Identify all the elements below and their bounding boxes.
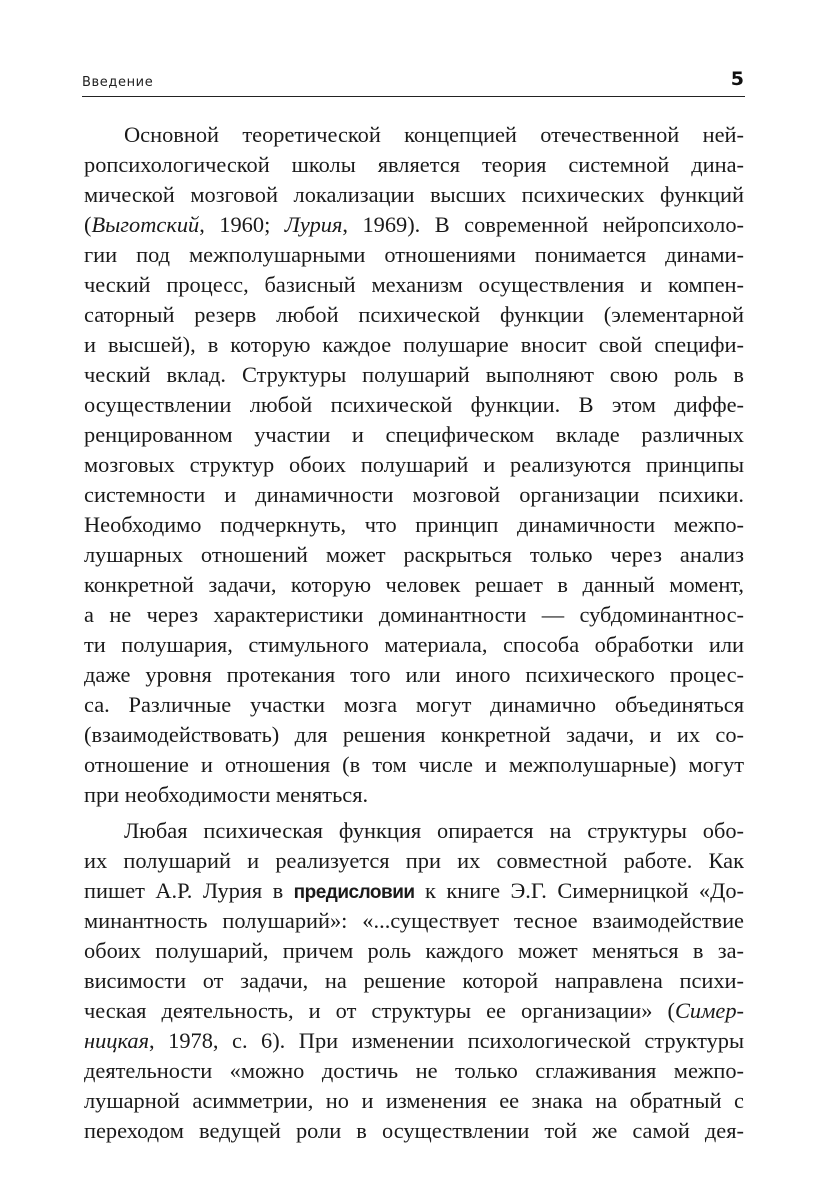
text-line: (взаимодействовать) для решения конкретной задачи, и их со- bbox=[84, 722, 744, 747]
text-line: и высшей), в которую каждое полушарие вносит свой специфи- bbox=[84, 332, 744, 357]
text-line: гии под межполушарными отношениями понимается динами- bbox=[84, 242, 744, 267]
text-line: ческий процесс, базисный механизм осуществления и компен- bbox=[84, 272, 744, 297]
citation-author: Лурия bbox=[284, 212, 343, 237]
text-run: , 1969). В современной нейропсихоло- bbox=[342, 212, 744, 237]
text-line bbox=[84, 1026, 744, 1056]
text-line bbox=[84, 996, 744, 1026]
text-line: Необходимо подчеркнуть, что принцип динамичности межпо- bbox=[84, 512, 744, 537]
text-line: саторный резерв любой психической функции (элементарной bbox=[84, 302, 744, 327]
section-title: Введение bbox=[82, 75, 154, 90]
text-line: обоих полушарий, причем роль каждого может меняться в за- bbox=[84, 938, 744, 963]
text-run: , 1978, с. 6). При изменении психологической структуры bbox=[149, 1028, 744, 1053]
text-run: ( bbox=[84, 212, 92, 237]
body-text bbox=[84, 120, 744, 1146]
text-line: ти полушария, стимульного материала, способа обработки или bbox=[84, 632, 744, 657]
text-line: мической мозговой локализации высших психических функций bbox=[84, 182, 744, 207]
text-line: деятельности «можно достичь не только сглаживания межпо- bbox=[84, 1058, 744, 1083]
text-line: ренцированном участии и специфическом вкладе различных bbox=[84, 422, 744, 447]
text-line: а не через характеристики доминантности — субдоминантнос- bbox=[84, 602, 744, 627]
text-line: са. Различные участки мозга могут динамично объединяться bbox=[84, 692, 744, 717]
text-line bbox=[84, 876, 744, 906]
text-line: их полушарий и реализуется при их совместной работе. Как bbox=[84, 848, 744, 873]
citation-author: Симер- bbox=[674, 998, 744, 1023]
text-line: ропсихологической школы является теория системной дина- bbox=[84, 152, 744, 177]
text-line: минантность полушарий»: «...существует тесное взаимодействие bbox=[84, 908, 744, 933]
text-run: к книге Э.Г. Симерницкой «До- bbox=[414, 878, 744, 903]
text-line: отношение и отношения (в том числе и межполушарные) могут bbox=[84, 752, 744, 777]
text-line: висимости от задачи, на решение которой направлена психи- bbox=[84, 968, 744, 993]
text-line: осуществлении любой психической функции. В этом диффе- bbox=[84, 392, 744, 417]
text-line: мозговых структур обоих полушарий и реализуются принципы bbox=[84, 452, 744, 477]
text-line: ческий вклад. Структуры полушарий выполняют свою роль в bbox=[84, 362, 744, 387]
text-line: лушарных отношений может раскрыться только через анализ bbox=[84, 542, 744, 567]
text-run: , 1960; bbox=[199, 212, 285, 237]
text-run: пишет А.Р. Лурия в bbox=[84, 878, 294, 903]
text-line: Основной теоретической концепцией отечественной ней- bbox=[124, 122, 744, 147]
text-line: даже уровня протекания того или иного психического процес- bbox=[84, 662, 744, 687]
text-line: системности и динамичности мозговой организации психики. bbox=[84, 482, 744, 507]
text-line: переходом ведущей роли в осуществлении той же самой дея- bbox=[84, 1118, 744, 1143]
text-line bbox=[84, 210, 744, 240]
text-run: ческая деятельность, и от структуры ее организации» ( bbox=[84, 998, 675, 1023]
text-line: при необходимости меняться. bbox=[84, 782, 369, 807]
citation-author: Выготский bbox=[91, 212, 200, 237]
emphasis-bold: предисловии bbox=[293, 882, 415, 903]
page-number: 5 bbox=[730, 68, 744, 90]
text-line: конкретной задачи, которую человек решает в данный момент, bbox=[84, 572, 744, 597]
citation-author: ницкая bbox=[84, 1028, 150, 1053]
text-line: Любая психическая функция опирается на структуры обо- bbox=[124, 818, 744, 843]
text-line: лушарной асимметрии, но и изменения ее знака на обратный с bbox=[84, 1088, 744, 1113]
page-header bbox=[82, 66, 745, 97]
